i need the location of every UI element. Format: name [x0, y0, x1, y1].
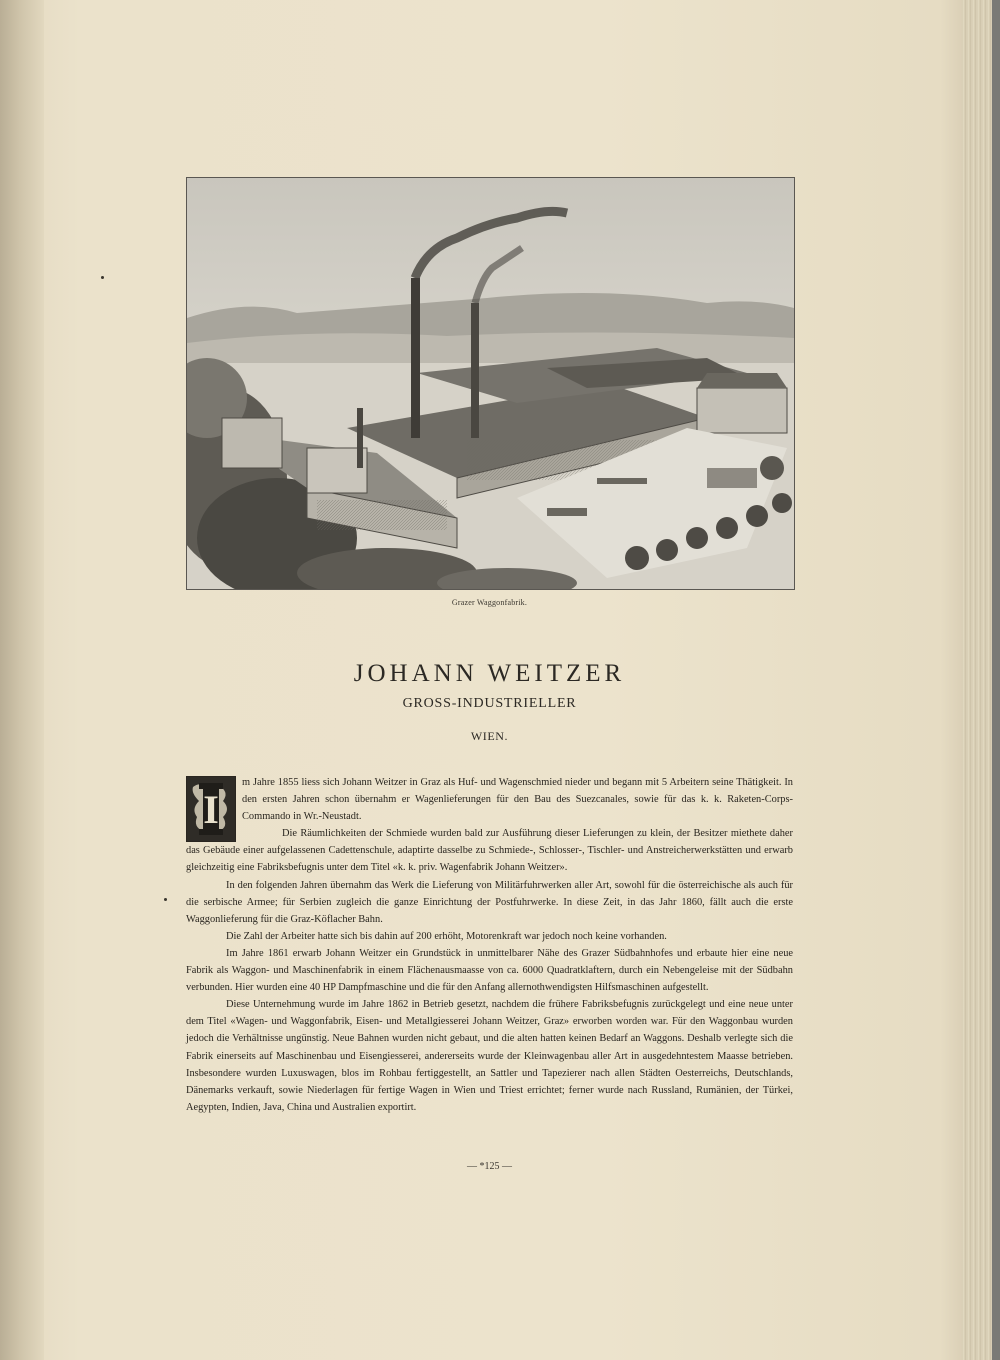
body-text	[186, 774, 793, 1116]
paragraph: Im Jahre 1861 erwarb Johann Weitzer ein Grundstück in unmittelbarer Nähe des Grazer Südbahnhofes und erbaute hier eine neue Fabrik als Waggon- und Maschinenfabrik in einem Flächenausmaasse von ca. 6000 Quadratklaftern, durch ein Nebengeleise mit der Südbahn verbunden. Hier wurden eine 40 HP Dampfmaschine und die für den Anfang allernothwendigsten Hilfsmaschinen aufgestellt.	[186, 947, 793, 994]
page-gutter	[0, 0, 44, 1360]
paragraph: In den folgenden Jahren übernahm das Werk die Lieferung von Militärfuhrwerken aller Art, sowohl für die österreichische als auch für die serbische Armee; für Serbien zugleich die ganze Einrichtung der Postfuhrwerke. In diese Zeit, in das Jahr 1860, fällt auch die erste Waggonlieferung für die Graz-Köflacher Bahn.	[186, 879, 793, 925]
paper-speck	[101, 276, 104, 279]
place-label: WIEN.	[470, 729, 509, 743]
paragraph: Diese Unternehmung wurde im Jahre 1862 in Betrieb gesetzt, nachdem die frühere Fabriksbefugnis zurückgelegt und eine neue unter dem Titel «Wagen- und Waggonfabrik, Eisen- und Metallgiesserei Johann Weitzer, Graz» erworben worden war. Für den Waggonbau wurden jedoch die Verhältnisse ungünstig. Neue Bahnen wurden nicht gebaut, und die alten hatten keinen Bedarf an Waggons. Deshalb verlegte sich die Fabrik einerseits auf Maschinenbau und Eisengiesserei, andererseits wurde der Kleinwagenbau aller Art in ausgedehntestem Maasse betrieben. Insbesondere wurden Luxuswagen, blos im Rohbau fertiggestellt, an Sattler und Tapezierer nach allen Städten Oesterreichs, Deutschlands, Dänemarks verkauft, sowie Niederlagen für fertige Wagen in Wien und Triest errichtet; ferner wurde nach Russland, Rumänien, der Türkei, Aegypten, Indien, Java, China und Australien exportirt.	[186, 999, 793, 1113]
ornamental-initial-icon	[186, 776, 236, 842]
paragraph: m Jahre 1855 liess sich Johann Weitzer in Graz als Huf- und Wagenschmied nieder und begann mit 5 Arbeitern seine Thätigkeit. In den ersten Jahren schon übernahm er Wagenlieferungen für den Bau des Suezcanales, sowie für das k. k. Raketen-Corps-Commando in Wr.-Neustadt.	[242, 777, 793, 823]
page-title: JOHANN WEITZER	[353, 660, 626, 687]
paper-speck	[164, 898, 167, 901]
factory-engraving-icon	[187, 178, 794, 589]
factory-illustration	[186, 177, 795, 590]
page-number: — *125 —	[467, 1161, 512, 1172]
page-subtitle: GROSS-INDUSTRIELLER	[402, 696, 577, 711]
paragraph: Die Räumlichkeiten der Schmiede wurden bald zur Ausführung dieser Lieferungen zu klein, der Besitzer miethete daher das Gebäude einer aufgelassenen Cadettenschule, adaptirte dasselbe zu Schmiede-, Schlosser-, Tischler- und Anstreicherwerkstätten und erwarb gleichzeitig eine Fabriksbefugnis unter dem Titel «k. k. priv. Wagenfabrik Johann Weitzer».	[186, 828, 793, 874]
page-edge	[962, 0, 1000, 1360]
svg-text:I: I	[203, 787, 219, 832]
paragraph: Die Zahl der Arbeiter hatte sich bis dahin auf 200 erhöht, Motorenkraft war jedoch noch keine vorhanden.	[226, 930, 667, 942]
illustration-caption: Grazer Waggonfabrik.	[451, 598, 528, 607]
